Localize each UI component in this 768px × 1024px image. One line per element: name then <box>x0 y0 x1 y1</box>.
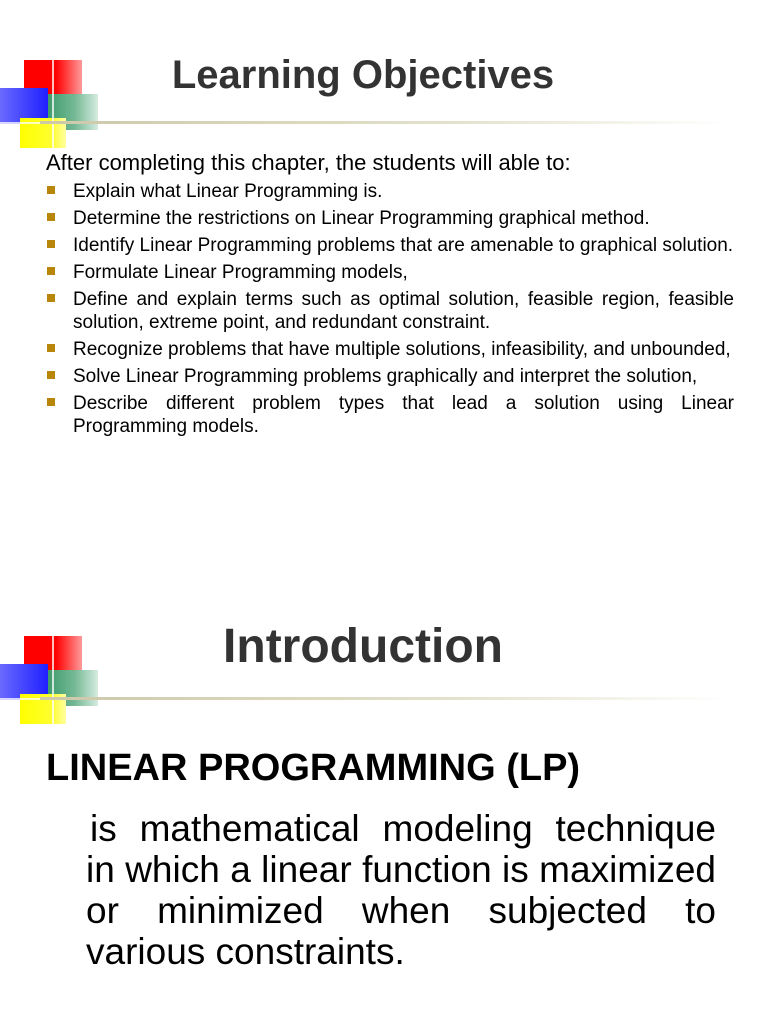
objective-text: Define and explain terms such as optimal solution, feasible region, feasible solution, extreme point, and redundant constraint. <box>73 289 734 333</box>
objectives-list <box>46 180 734 442</box>
intro-text: After completing this chapter, the students will able to: <box>46 150 571 175</box>
square-bullet-icon <box>47 186 55 194</box>
square-bullet-icon <box>47 371 55 379</box>
list-item <box>46 261 734 284</box>
list-item <box>46 365 734 388</box>
objective-text: Solve Linear Programming problems graphically and interpret the solution, <box>73 366 698 387</box>
lp-heading: LINEAR PROGRAMMING (LP) <box>46 747 581 789</box>
lp-definition: is mathematical modeling technique in which a linear function is maximized or minimized when subjected to various constraints. <box>86 808 716 972</box>
objective-text: Determine the restrictions on Linear Programming graphical method. <box>73 208 650 229</box>
objective-text: Recognize problems that have multiple solutions, infeasibility, and unbounded, <box>73 339 731 360</box>
square-bullet-icon <box>47 398 55 406</box>
page-title: Learning Objectives <box>171 53 555 97</box>
square-bullet-icon <box>47 294 55 302</box>
square-bullet-icon <box>47 213 55 221</box>
objective-text: Identify Linear Programming problems that are amenable to graphical solution. <box>73 235 734 256</box>
list-item <box>46 338 734 361</box>
square-bullet-icon <box>47 240 55 248</box>
list-item <box>46 392 734 438</box>
list-item <box>46 180 734 203</box>
square-bullet-icon <box>47 267 55 275</box>
section-title: Introduction <box>223 620 503 673</box>
list-item <box>46 234 734 257</box>
title-divider <box>40 697 730 700</box>
list-item <box>46 207 734 230</box>
list-item <box>46 288 734 334</box>
title-divider <box>40 121 730 124</box>
objective-text: Formulate Linear Programming models, <box>73 262 408 283</box>
objective-text: Describe different problem types that lead a solution using Linear Programming models. <box>73 393 734 437</box>
objective-text: Explain what Linear Programming is. <box>73 181 383 202</box>
square-bullet-icon <box>47 344 55 352</box>
